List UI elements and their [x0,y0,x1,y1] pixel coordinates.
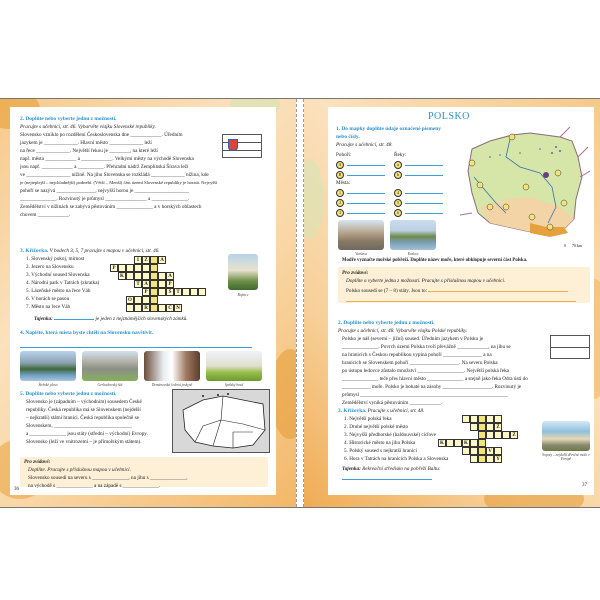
fill-line[interactable]: jazykem je _____________. Hlavní město _____________ leží [20,140,152,146]
fill-line[interactable]: Zemědělství vyniká pěstováním ____________. [342,400,442,406]
crossword-cell[interactable]: N [174,304,182,312]
fill-line[interactable]: ve _________________ nížině. Na jihu Slovenska se rozkládá _____________ nížina, kde [20,172,209,178]
task-czech-neighbours [20,390,168,446]
pro-zvidave-box [338,267,590,303]
marker-icon: b [394,171,402,179]
answer-input[interactable] [347,159,385,166]
fill-line[interactable]: průmysl _________________________________________________________ [342,392,509,398]
poland-map[interactable] [460,127,590,253]
crossword-cell[interactable]: Č [166,304,174,312]
fill-line[interactable]: Slovensko vzniklo po rozdělení Československa dne ____________. Úředním [20,132,183,138]
choice-line[interactable]: Slovensko je (západním – východním) sousedem České [26,399,142,405]
map-scale: 0 70 km [564,243,583,248]
clue: 2. Druhé největší polské město [344,424,409,430]
crossword-cell[interactable] [478,431,486,439]
fill-line[interactable]: např. města ____________ a ____________. Velkými městy na východě Slovenska [20,156,194,162]
crossword-cell[interactable] [134,272,142,280]
fill-line[interactable]: po ústupu ledovce zůstalo množství __________________. Největší polská řeka [342,368,509,374]
crossword-cell[interactable] [150,272,158,280]
crossword-cell[interactable]: A [158,256,166,264]
crossword-cell[interactable]: Ž [494,423,502,431]
crossword-cell[interactable] [142,264,150,272]
marker-icon: 1 [336,189,344,197]
clue: 3. Nejvyšší předhorské (haldouvské) cíďove [344,432,436,438]
crossword-cell[interactable] [470,423,478,431]
fill-line[interactable]: jsou např. ____________ a __________. Přehradní nádrž Zemplínská Šírava leží [20,164,189,170]
page-number: 36 [14,487,19,492]
crossword-cell[interactable] [150,256,158,264]
marker-icon: B [336,171,344,179]
marker-icon: 2 [336,199,344,207]
crossword-cell[interactable]: R [142,304,150,312]
crossword-cell[interactable] [158,304,166,312]
marker-icon: 4 [394,189,402,197]
review-instruction: Doplňte. Pracujte s příslušnou mapou v učebnici. [28,467,131,473]
mountains-column [336,151,392,217]
page-number: 37 [582,483,587,488]
demanovska-cave-photo [144,351,200,381]
slovak-flag-coloring[interactable] [222,134,262,158]
crossword-cell[interactable]: A [142,280,150,288]
clue: 5. Polský soused s nejkratší hranicí [344,448,417,454]
crossword-cell[interactable] [462,415,470,423]
crossword-cell[interactable] [486,415,494,423]
fill-line[interactable]: ______________ teče přes hlavní město ______________ a stejně jako řeka Odra ústí do [342,376,528,382]
fill-line[interactable]: chovem ____________. [20,212,71,218]
answer-input[interactable] [346,295,576,302]
crossword-cell[interactable]: K [462,439,470,447]
photo-caption: Varšava [355,252,367,256]
left-page [10,107,276,495]
fill-line[interactable]: Zemědělství v nížinách se zabývá pěstováním ______________ a v horských oblastech [20,204,202,210]
crossword-cell[interactable] [470,415,478,423]
crossword-cell[interactable]: A [166,272,174,280]
bojnice-castle-photo [228,254,258,290]
clue: 4. Národní park v Tatrách (zkratka) [26,280,100,286]
crossword-cell[interactable] [478,439,486,447]
clue: 7. Město na řece Váh [26,304,71,310]
choice-line[interactable]: Slovensko (leží ve vnitrozemí – je přímořským státem). [26,439,142,445]
mountains-label: Pohoří: [336,152,352,158]
crossword-cell[interactable]: O [126,296,134,304]
crossword-cell[interactable]: K [118,272,126,280]
sopot-pier-photo [542,421,590,451]
page-title: POLSKO [428,111,470,122]
task-instruction: Pracujte s učebnicí, str. 46. Vybarvěte vlajku Slovenské republiky. [20,124,156,130]
crossword-cell[interactable] [126,264,134,272]
fill-line[interactable]: hranicích se Slovenskem pohoří ___________________. Na severu Polska [342,360,498,366]
task-fill-in-poland [338,319,590,407]
crossword-cell[interactable]: P [110,264,118,272]
crossword-cell[interactable] [486,423,494,431]
crossword-cell[interactable] [158,280,166,288]
crossword-cell[interactable] [478,447,486,455]
choice-line[interactable]: – nejkratší) státní hranici. Česká republika společně se [26,415,139,421]
crossword-cell[interactable] [150,280,158,288]
answer-input[interactable] [405,187,443,194]
warsaw-photo [338,220,384,250]
crossword-cell[interactable] [478,423,486,431]
task-instruction: Pracujte s učebnicí, str. 48. [367,408,425,414]
crossword-cell[interactable]: Y [494,455,502,463]
clue: 1. Slovenský pokoj, mírnost [26,256,85,262]
crossword-cell[interactable] [150,264,158,272]
crossword-cell[interactable] [142,272,150,280]
review-line: Polsko sousedí se (7 – 8) státy. Jsou to: [346,288,428,294]
crossword-cell[interactable] [142,296,150,304]
crossword-cell[interactable] [478,415,486,423]
crossword-cell[interactable] [150,288,158,296]
answer-input[interactable] [405,207,443,214]
crossword-cell[interactable] [454,439,462,447]
spissky-hrad-photo [206,351,262,381]
crossword-cell[interactable] [134,304,142,312]
fill-line[interactable]: ___________ moře. Polsko je bohaté na zásoby ___________________. Rozvinutý je [342,384,522,390]
central-europe-outline-map[interactable] [172,389,270,453]
task-title: 3. Křížovka. [20,248,49,254]
answer-input[interactable] [347,187,385,194]
solution-label: Tajenka: [34,316,53,322]
crossword-cell[interactable] [134,296,142,304]
task-instruction: Pracujte s učebnicí, str. 48. [336,142,393,148]
crossword-cell[interactable]: P [166,280,174,288]
marker-icon: a [394,161,402,169]
coat-of-arms-icon [228,139,238,151]
right-page [328,107,594,495]
clue: 6. V horách se pasou [26,296,70,302]
answer-input[interactable] [405,169,443,176]
photo-caption: Bojnice [237,293,249,297]
crossword-cell[interactable] [126,304,134,312]
task-instruction: Pracujte s učebnicí, str. 48. Vybarvěte vlajku Polské republiky. [338,328,468,334]
cities-label: Města: [336,180,351,186]
solution-label: Tajenka: [342,466,361,472]
crossword-cell[interactable] [494,447,502,455]
workbook-spread [0,98,600,508]
marker-icon: 3 [336,209,344,217]
review-title: Pro zvídavé: [342,270,369,276]
solution-input[interactable] [342,473,432,480]
clue: 3. Východní soused Slovenska [26,272,90,278]
crossword-cell[interactable]: P [142,288,150,296]
crossword-cell[interactable]: I [134,256,142,264]
crossword-cell[interactable] [502,431,510,439]
task-title: 1. Do mapky doplňte údaje označené písmeny nebo čísly. [336,126,441,140]
crossword-cell[interactable] [182,288,190,296]
task-title: 2. Doplňte nebo vyberte jednu z možností. [338,320,435,326]
crossword-cell[interactable] [470,447,478,455]
review-instruction: Doplňte a vyberte jednu z možností. Pracujte s příslušnou mapou v učebnici. [346,278,506,284]
task-title: 3. Křížovka. [338,408,367,414]
krakow-photo [390,220,436,250]
marker-icon: A [336,161,344,169]
fill-line[interactable]: na hranicích s Českou republikou vypíná pohoří _______________ a na [342,352,492,358]
crossword-cell[interactable] [126,272,134,280]
polish-flag-coloring[interactable] [550,335,590,359]
solution-suffix: je jeden z nejznámějších slovenských zámků. [95,316,188,322]
rivers-column [394,151,450,217]
fill-line[interactable]: Slovenskem, ______________________________ [26,423,132,429]
solution-input[interactable] [54,313,94,320]
crossword-cell[interactable] [190,288,198,296]
crossword-cell[interactable]: T [174,288,182,296]
clue: 2. Jezero na Slovensku [26,264,74,270]
task-places-to-visit [20,329,266,337]
crossword-cell[interactable] [150,304,158,312]
crossword-cell[interactable] [150,296,158,304]
task-map-labels [336,125,448,149]
crossword-cell[interactable] [470,455,478,463]
task-title: 5. Doplňte nebo vyberte jednu z možností. [20,391,117,397]
review-title: Pro zvídavé: [24,459,51,465]
crossword-cell[interactable]: Ž [142,256,150,264]
crossword-cell[interactable]: T [134,280,142,288]
task-title: 4. Napište, která místa byste chtěli na Slovensku navštívit. [20,330,154,336]
fill-line[interactable]: Slovensko sousedí na severu s ______________, na jihu s ______________, [28,475,188,481]
crossword-cell[interactable] [494,415,502,423]
fill-line[interactable]: ______________. Povrch území Polska tvoří převážně ____________, na jihu se [342,344,511,350]
task-title: 2. Doplňte nebo vyberte jednu z možností. [20,116,117,122]
crossword-cell[interactable]: Ž [510,431,518,439]
task-fill-in-slovakia [20,115,266,219]
crossword-cell[interactable] [494,431,502,439]
photo-caption: Krakov [407,252,419,256]
crossword-cell[interactable] [446,439,454,447]
clue: 6. Hora v Tatrách na hranicích Polska a Slovenska [344,456,449,462]
crossword-cell[interactable] [486,455,494,463]
answer-line[interactable] [20,347,252,348]
crossword-cell[interactable]: V [486,447,494,455]
choice-line[interactable]: republiky. Česká republika má se Slovenskem (nejdelší [26,407,141,413]
answer-input[interactable] [347,197,385,204]
spine-gutter [296,99,304,507]
crossword-cell[interactable] [158,272,166,280]
choice-line[interactable]: Polsko je náš (severní – jižní) soused. Úředním jazykem v Polsku je [342,336,484,342]
fill-line[interactable]: na řece _____________. Největší řekou je ________, na které leží [20,148,158,154]
clue: 4. Historické město na jihu Polska [344,440,416,446]
crossword-cell[interactable] [118,264,126,272]
answer-input[interactable] [405,159,443,166]
crossword-cell[interactable] [486,431,494,439]
solution-text: Rekreační středisko na pobřeží Baltu: [362,466,441,472]
rivers-label: Řeky: [394,152,407,158]
clue: 5. Lázeňské město na řece Váh [26,288,91,294]
strbske-pleso-photo [20,351,76,381]
photo-caption: Sopoty – nejdelší dřevěné molo v Evropě [542,453,590,461]
pro-zvidave-box [20,457,268,487]
answer-input[interactable] [405,197,443,204]
choice-line[interactable]: je (nejteplejší – nejchladnější) podnebí. (Větší – Menší) část území Slovenské republiky je horatá. Nejvyšší [20,180,218,185]
crossword-cell[interactable]: Š [166,288,174,296]
crossword-cell[interactable] [158,288,166,296]
fill-line[interactable]: pohoří se nazývá _______________, nejvyšší horou je _____________________ [20,188,190,194]
fill-line[interactable]: na východě s ______________ a na západě s ______________. [28,483,161,489]
photo-caption: Spišský hrad [224,383,244,387]
photo-caption: Demänovská ledová jeskyně [151,383,193,387]
crossword-cell[interactable]: K [438,439,446,447]
answer-input[interactable] [347,207,385,214]
photo-caption: Gerlachovský štít [97,383,123,387]
answer-input[interactable] [428,285,568,292]
gerlachovsky-stit-photo [82,351,138,381]
crossword-cell[interactable] [478,455,486,463]
marker-icon: 6 [394,209,402,217]
fill-line[interactable]: a ______________ jsou státy (střední – východní) Evropy. [26,431,148,437]
crossword-cell[interactable] [462,447,470,455]
marker-icon: 5 [394,199,402,207]
fill-line[interactable]: ______________. Rozvinutý je průmysl ________________ a ______________. [20,196,190,202]
photo-caption: Štrbské pleso [38,383,58,387]
answer-input[interactable] [347,169,385,176]
task-instruction: V bodech 3, 5, 7 pracujte s mapou v učebnici, str. 46. [49,248,160,254]
clue: 1. Největší polská řeka [344,416,392,422]
crossword-cell[interactable] [198,288,206,296]
crossword-cell[interactable] [134,264,142,272]
crossword-cell[interactable] [470,439,478,447]
map-footer-instruction: Modře vyznačte mořské pobřeží. Doplňte název moře, které obklopuje severní část Polska. [342,258,528,263]
